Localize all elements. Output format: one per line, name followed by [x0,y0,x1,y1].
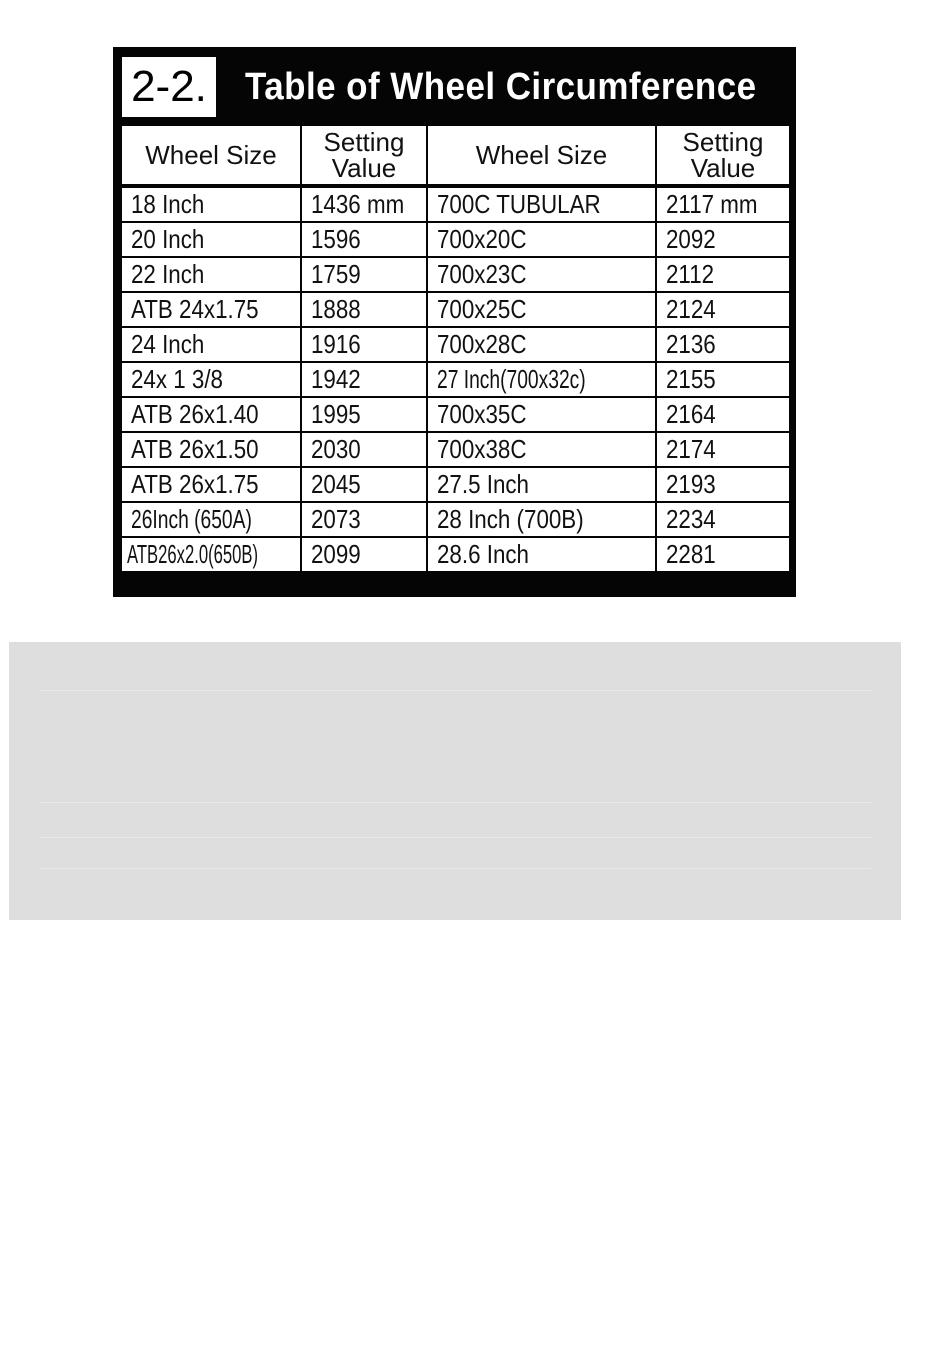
faint-divider [39,690,871,691]
table-title-bar [113,47,796,125]
table-row [121,292,790,327]
setting-value-cell: 1888 [301,292,427,327]
table-row [121,362,790,397]
wheel-size-cell: 20 Inch [121,222,301,257]
setting-value-cell: 2136 [656,327,790,362]
wheel-size-cell: 700x23C [427,257,656,292]
wheel-size-cell: 700x28C [427,327,656,362]
faint-divider [39,802,871,803]
wheel-size-cell: 700x25C [427,292,656,327]
wheel-size-cell: ATB 26x1.75 [121,467,301,502]
table-row [121,397,790,432]
setting-value-cell: 2030 [301,432,427,467]
setting-value-cell: 1436 mm [301,186,427,222]
setting-value-cell: 1942 [301,362,427,397]
wheel-size-cell: 28 Inch (700B) [427,502,656,537]
table-row [121,327,790,362]
table-row [121,222,790,257]
setting-value-cell: 2073 [301,502,427,537]
header-setting-value-1: Setting Value [301,125,427,186]
wheel-size-cell: ATB 26x1.40 [121,397,301,432]
wheel-size-cell: ATB26x2.0(650B) [121,537,301,572]
setting-value-cell: 2117 mm [656,186,790,222]
faint-divider [39,868,871,869]
header-wheel-size-1: Wheel Size [121,125,301,186]
setting-value-cell: 1995 [301,397,427,432]
wheel-size-cell: 27.5 Inch [427,467,656,502]
table-row [121,432,790,467]
setting-value-cell: 2155 [656,362,790,397]
wheel-size-cell: 700x20C [427,222,656,257]
table-row [121,537,790,572]
wheel-size-cell: 24 Inch [121,327,301,362]
setting-value-cell: 2112 [656,257,790,292]
setting-value-cell: 2193 [656,467,790,502]
setting-value-cell: 1596 [301,222,427,257]
wheel-size-cell: ATB 24x1.75 [121,292,301,327]
faint-divider [39,837,871,838]
setting-value-cell: 2281 [656,537,790,572]
section-number: 2-2. [122,57,216,117]
wheel-size-cell: 28.6 Inch [427,537,656,572]
setting-value-cell: 2045 [301,467,427,502]
wheel-size-cell: 700C TUBULAR [427,186,656,222]
header-setting-value-2: Setting Value [656,125,790,186]
wheel-size-cell: 24x 1 3/8 [121,362,301,397]
setting-value-cell: 2174 [656,432,790,467]
table-header-row [121,125,790,186]
setting-value-cell: 2234 [656,502,790,537]
setting-value-cell: 2099 [301,537,427,572]
blank-gray-panel [9,642,901,920]
wheel-size-cell: 700x35C [427,397,656,432]
wheel-size-cell: 700x38C [427,432,656,467]
setting-value-cell: 2092 [656,222,790,257]
wheel-size-cell: 27 Inch(700x32c) [427,362,656,397]
setting-value-cell: 1759 [301,257,427,292]
setting-value-cell: 1916 [301,327,427,362]
wheel-size-cell: 18 Inch [121,186,301,222]
header-wheel-size-2: Wheel Size [427,125,656,186]
setting-value-cell: 2164 [656,397,790,432]
wheel-size-cell: ATB 26x1.50 [121,432,301,467]
table-row [121,502,790,537]
setting-value-cell: 2124 [656,292,790,327]
wheel-size-cell: 26Inch (650A) [121,502,301,537]
table-title: Table of Wheel Circumference [245,66,757,108]
table-row [121,467,790,502]
wheel-circumference-table [120,124,791,573]
table-row [121,186,790,222]
wheel-circumference-table-card [113,47,796,597]
wheel-size-cell: 22 Inch [121,257,301,292]
table-row [121,257,790,292]
